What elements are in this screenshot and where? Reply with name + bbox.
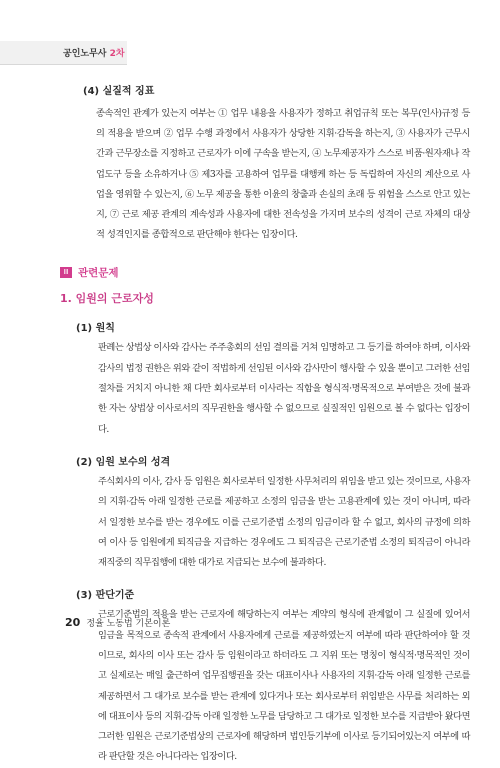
section-4-title: (4) 실질적 징표 [83,86,155,97]
header-title: 공인노무사 [63,49,107,59]
topic-1-title: 1. 임원의 근로자성 [60,292,154,306]
related-badge: Ⅲ [60,267,72,278]
related-title: 관련문제 [78,267,119,280]
section-4-paragraph: 종속적인 관계가 있는지 여부는 ① 업무 내용을 사용자가 정하고 취업규칙 또는 복무(인사)규정 등의 적용을 받으며 ② 업무 수행 과정에서 사용자가 상당한 지휘·감독을 하는지, ③ 사용자가 근무시간과 근무장소를 지정하고 근로자가 이에 구속을 받는지, ④ 노무제공자가 스스로 비품·원자재나 작업도구 등을 소유하거나 ⑤ 제3자를 고용하여 업무를 대행케 하는 등 독립하여 자신의 계산으로 사업을 영위할 수 있는지, ⑥ 노무 제공을 통한 이윤의 창출과 손실의 초래 등 위험을 스스로 안고 있는지, ⑦ 근로 제공 관계의 계속성과 사용자에 대한 전속성을 가지며 보수의 성격이 근로 자체의 대상적 성격인지를 종합적으로 판단해야 한다는 입장이다. [96,108,470,241]
subsection-3-paragraph: 근로기준법의 적용을 받는 근로자에 해당하는지 여부는 계약의 형식에 관계없이 그 실질에 있어서 임금을 목적으로 종속적 관계에서 사용자에게 근로를 제공하였는지 여부에 따라 판단하여야 할 것이므로, 회사의 이사 또는 감사 등 임원이라고 하더라도 그 지위 또는 명칭이 형식적·명목적인 것이고 실제로는 매일 출근하여 업무집행권을 갖는 대표이사나 사용자의 지휘·감독 아래 일정한 근로를 제공하면서 그 대가로 보수를 받는 관계에 있다거나 또는 회사로부터 위임받은 사무를 처리하는 외에 대표이사 등의 지휘·감독 아래 일정한 노무를 담당하고 그 대가로 일정한 보수를 지급받아 왔다면 그러한 임원은 근로기준법상의 근로자에 해당하며 법인등기부에 이사로 등기되어있는지 여부에 따라 판단할 것은 아니다라는 입장이다. [98,609,470,763]
subsection-1-paragraph: 판례는 상법상 이사와 감사는 주주총회의 선임 결의를 거쳐 임명하고 그 등기를 하여야 하며, 이사와 감사의 법정 권한은 위와 같이 적법하게 선임된 이사와 감사만이 행사할 수 있을 뿐이고 그러한 선임절차를 거치지 아니한 채 다만 회사로부터 이사라는 직함을 형식적·명목적으로 부여받은 것에 불과한 자는 상법상 이사로서의 직무권한을 행사할 수 없으므로 실질적인 임원으로 볼 수 없다는 입장이다. [98,342,470,435]
page-content [60,82,470,768]
subsection-3-title: (3) 판단기준 [76,590,135,602]
book-title: 정율 노동법 기본이론 [86,619,171,629]
related-heading [60,265,470,280]
subsection-2-paragraph: 주식회사의 이사, 감사 등 임원은 회사로부터 일정한 사무처리의 위임을 받고 있는 것이므로, 사용자의 지휘·감독 아래 일정한 근로를 제공하고 소정의 임금을 받는 고용관계에 있는 것이 아니며, 따라서 일정한 보수를 받는 경우에도 이를 근로기준법 소정의 임금이라 할 수 없고, 회사의 규정에 의하여 이사 등 임원에게 퇴직금을 지급하는 경우에도 그 퇴직금은 근로기준법 소정의 퇴직금이 아니라 재직중의 직무집행에 대한 대가로 지급되는 보수에 불과하다. [98,475,470,569]
header-sub: 2차 [109,49,125,59]
page-footer [65,616,170,629]
page-number: 20 [65,616,81,629]
chapter-header-tab [0,41,127,65]
header-book-label [63,46,125,59]
subsection-2-title: (2) 임원 보수의 성격 [76,456,171,468]
subsection-1-title: (1) 원칙 [76,323,115,335]
